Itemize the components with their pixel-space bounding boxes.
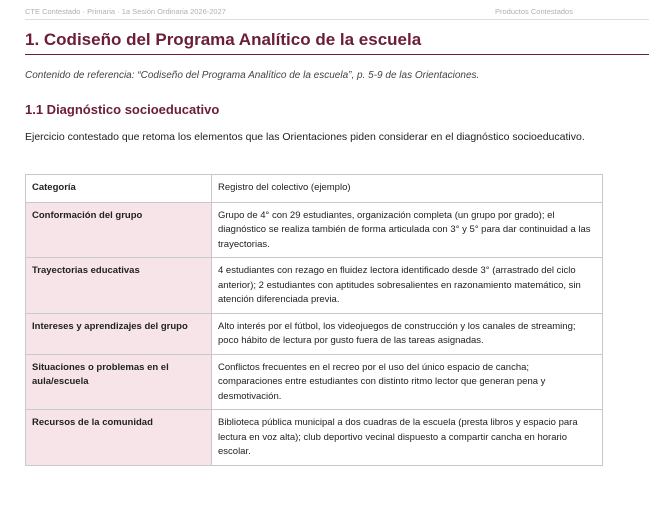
running-header-left: CTE Contestado · Primaria · 1a Sesión Ordinaria 2026-2027 bbox=[25, 7, 226, 16]
diagnostic-table bbox=[25, 174, 603, 466]
running-header bbox=[25, 7, 649, 19]
row-category: Intereses y aprendizajes del grupo bbox=[26, 313, 212, 354]
header-record: Registro del colectivo (ejemplo) bbox=[212, 175, 603, 203]
table-row bbox=[26, 354, 603, 410]
running-header-divider bbox=[25, 19, 649, 20]
row-record: 4 estudiantes con rezago en fluidez lectora identificado desde 3° (arrastrado del ciclo anterior); 2 estudiantes con aptitudes sobresalientes en razonamiento matemático, sin atención diferenciada previa. bbox=[212, 258, 603, 314]
section-title: 1.1 Diagnóstico socioeducativo bbox=[25, 102, 220, 117]
row-record: Grupo de 4° con 29 estudiantes, organización completa (un grupo por grado); el diagnóstico se realiza también de forma articulada con 3° y 5° para dar continuidad a las trayectorias. bbox=[212, 202, 603, 258]
row-category: Recursos de la comunidad bbox=[26, 410, 212, 466]
table-row bbox=[26, 313, 603, 354]
row-category: Trayectorias educativas bbox=[26, 258, 212, 314]
row-record: Biblioteca pública municipal a dos cuadras de la escuela (presta libros y espacio para lectura en voz alta); club deportivo vecinal dispuesto a compartir cancha en horario escolar. bbox=[212, 410, 603, 466]
running-header-right: Productos Contestados bbox=[495, 7, 573, 16]
header-category: Categoría bbox=[26, 175, 212, 203]
row-record: Alto interés por el fútbol, los videojuegos de construcción y los canales de streaming; poco hábito de lectura por gusto fuera de las tareas asignadas. bbox=[212, 313, 603, 354]
page-title: 1. Codiseño del Programa Analítico de la escuela bbox=[25, 30, 422, 49]
row-record: Conflictos frecuentes en el recreo por el uso del único espacio de cancha; comparaciones entre estudiantes con distinto ritmo lector que generan pena y desmotivación. bbox=[212, 354, 603, 410]
row-category: Situaciones o problemas en el aula/escuela bbox=[26, 354, 212, 410]
table-row bbox=[26, 258, 603, 314]
row-category: Conformación del grupo bbox=[26, 202, 212, 258]
table-header-row bbox=[26, 175, 603, 203]
table-row bbox=[26, 410, 603, 466]
reference-note: Contenido de referencia: “Codiseño del Programa Analítico de la escuela”, p. 5-9 de las Orientaciones. bbox=[25, 70, 480, 81]
table-row bbox=[26, 202, 603, 258]
section-intro: Ejercicio contestado que retoma los elementos que las Orientaciones piden considerar en el diagnóstico socioeducativo. bbox=[25, 131, 585, 143]
title-divider bbox=[25, 54, 649, 55]
